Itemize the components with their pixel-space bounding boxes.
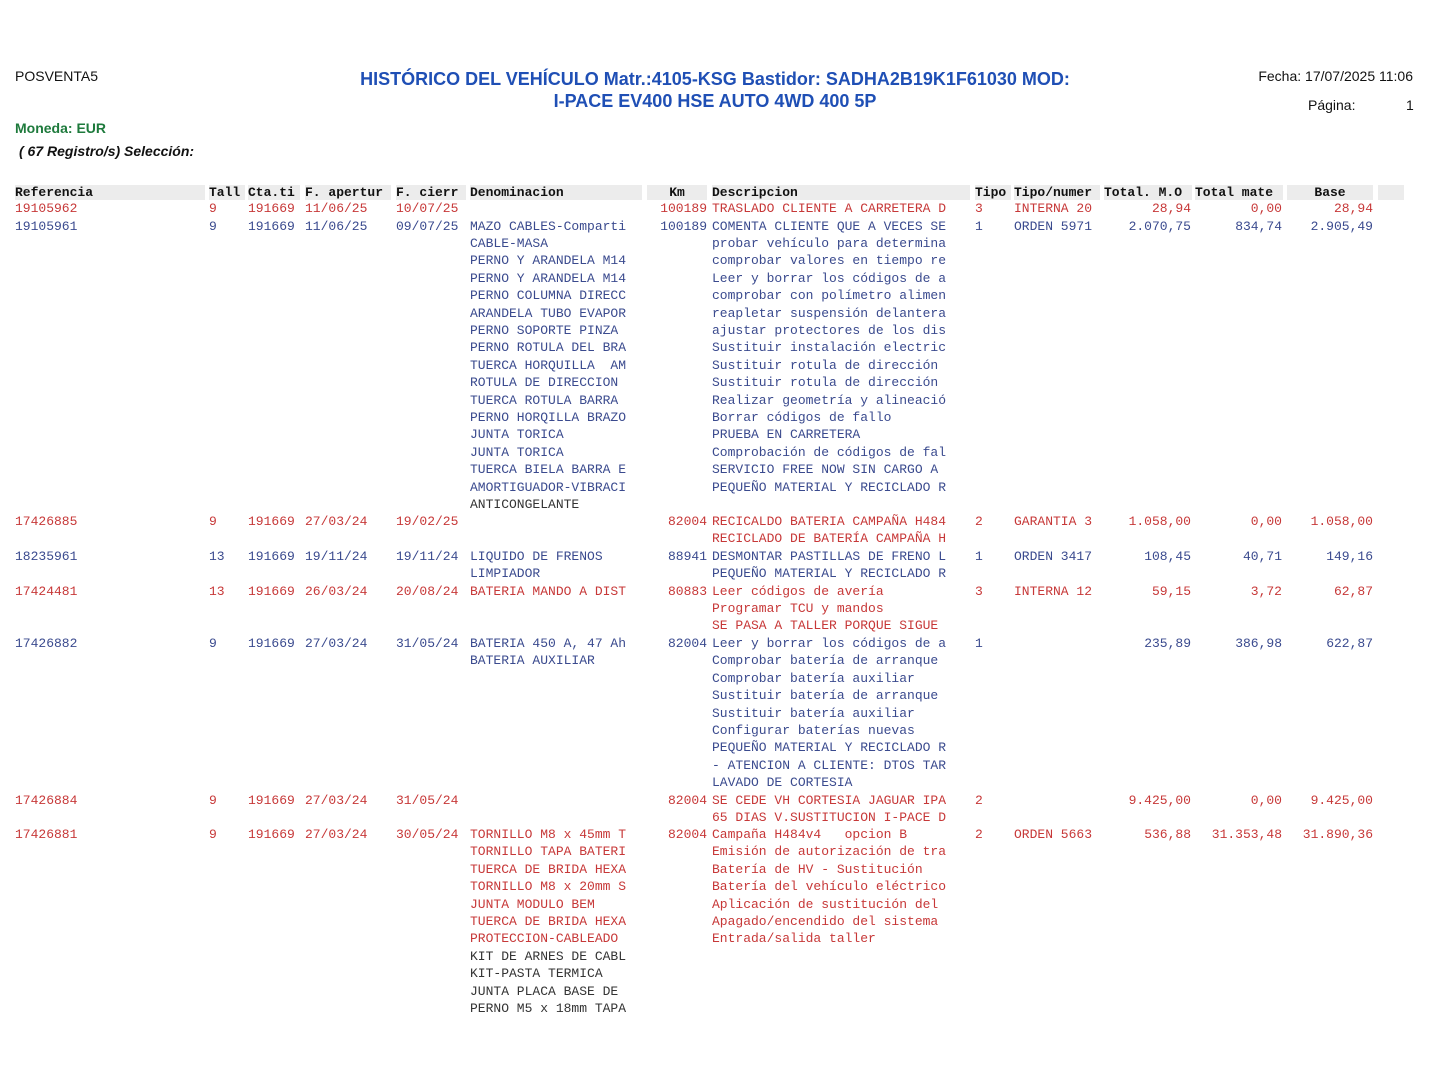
cell-denominacion-line: AMORTIGUADOR-VIBRACI: [470, 479, 627, 495]
cell-descripcion-line: LAVADO DE CORTESIA: [712, 775, 853, 791]
cell-base: 2.905,49: [1310, 218, 1373, 234]
col-denominacion: Denominacion: [470, 185, 642, 200]
col-referencia: Referencia: [15, 185, 205, 200]
cell-tipo-numero: ORDEN 5971: [1014, 218, 1093, 234]
cell-base: 28,94: [1333, 201, 1373, 216]
cell-descripcion-line: probar vehículo para determina: [712, 235, 947, 251]
cell-descripcion-line: PRUEBA EN CARRETERA: [712, 427, 861, 443]
cell-descripcion-line: Sustituir instalación electric: [712, 340, 947, 356]
cell-denominacion-line: PERNO HORQILLA BRAZO: [470, 409, 627, 425]
cell-total-mat: 0,00: [1250, 792, 1282, 808]
cell-referencia: 19105962: [15, 201, 78, 216]
cell-descripcion-line: comprobar valores en tiempo re: [712, 253, 947, 269]
cell-cta: 191669: [248, 583, 295, 599]
cell-cierre: 09/07/25: [396, 218, 459, 234]
cell-descripcion-line: Sustituir batería auxiliar: [712, 705, 915, 721]
cell-descripcion-line: Comprobar batería auxiliar: [712, 670, 915, 686]
cell-tipo: 1: [975, 549, 983, 564]
cell-descripcion-line: Comprobación de códigos de fal: [712, 444, 947, 460]
cell-cta: 191669: [248, 636, 295, 651]
cell-cierre: 10/07/25: [396, 201, 459, 216]
cell-cierre: 19/11/24: [396, 549, 459, 564]
cell-denominacion-line: ARANDELA TUBO EVAPOR: [470, 305, 627, 321]
cell-descripcion-line: Leer y borrar los códigos de a: [712, 270, 947, 286]
cell-descripcion-line: Sustituir batería de arranque: [712, 688, 939, 704]
cell-denominacion-line: JUNTA MODULO BEM: [470, 896, 595, 912]
cell-denominacion-line: TUERCA ROTULA BARRA: [470, 392, 619, 408]
report-title-line1: HISTÓRICO DEL VEHÍCULO Matr.:4105-KSG Bastidor: SADHA2B19K1F61030 MOD:: [360, 69, 1070, 89]
report-source-label: POSVENTA5: [15, 68, 98, 84]
cell-descripcion-line: reapletar suspensión delantera: [712, 305, 947, 321]
cell-total-mat: 834,74: [1235, 218, 1282, 234]
cell-km: 82004: [667, 514, 707, 529]
cell-total-mat: 3,72: [1250, 583, 1282, 599]
cell-km: 80883: [667, 583, 707, 599]
cell-total-mat: 386,98: [1235, 636, 1282, 651]
cell-denominacion-line: PERNO M5 x 18mm TAPA: [470, 1001, 627, 1016]
cell-denominacion-line: TUERCA DE BRIDA HEXA: [470, 861, 627, 877]
cell-denominacion-line: KIT DE ARNES DE CABL: [470, 948, 627, 964]
cell-cta: 191669: [248, 514, 295, 529]
cell-denominacion-line: CABLE-MASA: [470, 235, 549, 251]
report-date: Fecha: 17/07/2025 11:06: [1258, 68, 1413, 84]
cell-denominacion-line: PERNO ROTULA DEL BRA: [470, 340, 627, 356]
cell-descripcion-line: PEQUEÑO MATERIAL Y RECICLADO R: [712, 566, 947, 582]
cell-referencia: 17424481: [15, 583, 78, 599]
cell-descripcion-line: Campaña H484v4 opcion B: [712, 827, 908, 842]
cell-base: 62,87: [1333, 583, 1373, 599]
cell-cta: 191669: [248, 792, 295, 808]
cell-cta: 191669: [248, 218, 295, 234]
cell-descripcion-line: Aplicación de sustitución del: [712, 896, 939, 912]
cell-denominacion-line: JUNTA TORICA: [470, 444, 564, 460]
cell-descripcion-line: SERVICIO FREE NOW SIN CARGO A: [712, 462, 939, 478]
cell-tipo: 1: [975, 636, 983, 651]
cell-descripcion-line: TRASLADO CLIENTE A CARRETERA D: [712, 201, 947, 216]
cell-denominacion-line: TORNILLO TAPA BATERI: [470, 844, 627, 860]
cell-denominacion-line: JUNTA TORICA: [470, 427, 564, 443]
cell-denominacion-line: PROTECCION-CABLEADO: [470, 931, 619, 947]
col-base: Base: [1287, 185, 1373, 200]
cell-denominacion-line: TUERCA HORQUILLA AM: [470, 357, 627, 373]
cell-apertura: 11/06/25: [305, 201, 368, 216]
cell-descripcion-line: COMENTA CLIENTE QUE A VECES SE: [712, 218, 947, 234]
cell-total-mat: 40,71: [1242, 549, 1282, 564]
cell-tipo: 1: [975, 218, 983, 234]
cell-tipo: 3: [975, 201, 983, 216]
cell-km: 82004: [667, 792, 707, 808]
cell-base: 149,16: [1326, 549, 1373, 564]
cell-base: 31.890,36: [1302, 827, 1373, 842]
cell-total-mo: 28,94: [1151, 201, 1191, 216]
cell-descripcion-line: Configurar baterías nuevas: [712, 723, 915, 738]
cell-descripcion-line: Leer y borrar los códigos de a: [712, 636, 947, 651]
col-apertura: F. apertur: [305, 185, 391, 200]
col-tipo-numero: Tipo/numer: [1014, 185, 1100, 200]
cell-descripcion-line: RECICALDO BATERIA CAMPAÑA H484: [712, 514, 947, 529]
cell-tipo: 3: [975, 583, 983, 599]
cell-denominacion-line: TUERCA BIELA BARRA E: [470, 462, 627, 478]
cell-descripcion-line: Batería de HV - Sustitución: [712, 861, 923, 877]
cell-denominacion-line: BATERIA MANDO A DIST: [470, 583, 627, 599]
cell-denominacion-line: BATERIA AUXILIAR: [470, 653, 595, 669]
cell-total-mat: 31.353,48: [1211, 827, 1282, 842]
cell-denominacion-line: TORNILLO M8 x 20mm S: [470, 879, 627, 895]
cell-cta: 191669: [248, 549, 295, 564]
cell-apertura: 11/06/25: [305, 218, 368, 234]
cell-denominacion-line: LIMPIADOR: [470, 566, 541, 582]
cell-km: 100189: [660, 218, 707, 234]
cell-denominacion-line: PERNO SOPORTE PINZA: [470, 322, 619, 338]
col-km: Km: [647, 185, 707, 200]
cell-km: 82004: [667, 636, 707, 651]
cell-tipo-numero: ORDEN 3417: [1014, 549, 1093, 564]
cell-tipo-numero: ORDEN 5663: [1014, 827, 1093, 842]
cell-descripcion-line: comprobar con polímetro alimen: [712, 288, 947, 304]
col-descripcion: Descripcion: [712, 185, 970, 200]
cell-denominacion-line: PERNO COLUMNA DIRECC: [470, 288, 627, 304]
cell-base: 9.425,00: [1310, 792, 1373, 808]
col-extra: [1378, 185, 1404, 200]
col-tipo: Tipo: [975, 185, 1011, 200]
cell-tipo-numero: GARANTIA 3: [1014, 514, 1093, 529]
cell-descripcion-line: Comprobar batería de arranque: [712, 653, 939, 669]
page-number: 1: [1406, 97, 1414, 113]
cell-descripcion-line: Sustituir rotula de dirección: [712, 357, 939, 373]
cell-denominacion-line: LIQUIDO DE FRENOS: [470, 549, 603, 564]
cell-denominacion-line: TUERCA DE BRIDA HEXA: [470, 914, 627, 929]
cell-cierre: 19/02/25: [396, 514, 459, 529]
cell-descripcion-line: 65 DIAS V.SUSTITUCION I-PACE D: [712, 809, 947, 825]
cell-apertura: 27/03/24: [305, 514, 368, 529]
cell-apertura: 27/03/24: [305, 827, 368, 842]
cell-cta: 191669: [248, 201, 295, 216]
cell-taller: 9: [209, 827, 217, 842]
cell-base: 622,87: [1326, 636, 1373, 651]
cell-descripcion-line: SE CEDE VH CORTESIA JAGUAR IPA: [712, 792, 947, 808]
cell-cierre: 30/05/24: [396, 827, 459, 842]
cell-tipo: 2: [975, 514, 983, 529]
cell-descripcion-line: Leer códigos de avería: [712, 583, 884, 599]
cell-total-mo: 1.058,00: [1128, 514, 1191, 529]
cell-descripcion-line: Batería del vehículo eléctrico: [712, 879, 947, 895]
cell-denominacion-line: ANTICONGELANTE: [470, 496, 580, 512]
cell-apertura: 19/11/24: [305, 549, 368, 564]
cell-tipo-numero: INTERNA 20: [1014, 201, 1093, 216]
cell-km: 82004: [667, 827, 707, 842]
cell-taller: 9: [209, 218, 217, 234]
cell-taller: 13: [209, 583, 225, 599]
cell-descripcion-line: Programar TCU y mandos: [712, 600, 884, 616]
record-count: ( 67 Registro/s) Selección:: [19, 143, 195, 159]
cell-total-mo: 235,89: [1144, 636, 1191, 651]
cell-cierre: 31/05/24: [396, 636, 459, 651]
cell-referencia: 17426884: [15, 792, 78, 808]
col-cierre: F. cierr: [396, 185, 466, 200]
cell-cta: 191669: [248, 827, 295, 842]
cell-total-mat: 0,00: [1250, 514, 1282, 529]
report-title: [340, 68, 1090, 112]
cell-total-mo: 536,88: [1144, 827, 1191, 842]
cell-taller: 9: [209, 201, 217, 216]
cell-total-mo: 9.425,00: [1128, 792, 1191, 808]
currency-label: Moneda: EUR: [15, 120, 106, 136]
cell-referencia: 19105961: [15, 218, 78, 234]
cell-descripcion-line: Apagado/encendido del sistema: [712, 914, 939, 929]
cell-referencia: 17426882: [15, 636, 78, 651]
col-total-mat: Total mate: [1195, 185, 1283, 200]
cell-tipo: 2: [975, 827, 983, 842]
cell-taller: 9: [209, 792, 217, 808]
cell-base: 1.058,00: [1310, 514, 1373, 529]
cell-descripcion-line: Emisión de autorización de tra: [712, 844, 947, 860]
cell-denominacion-line: BATERIA 450 A, 47 Ah: [470, 636, 627, 651]
cell-taller: 9: [209, 636, 217, 651]
cell-apertura: 26/03/24: [305, 583, 368, 599]
cell-descripcion-line: PEQUEÑO MATERIAL Y RECICLADO R: [712, 740, 947, 756]
cell-denominacion-line: PERNO Y ARANDELA M14: [470, 253, 627, 269]
col-taller: Tall: [209, 185, 245, 200]
cell-descripcion-line: Entrada/salida taller: [712, 931, 876, 947]
cell-denominacion-line: PERNO Y ARANDELA M14: [470, 270, 627, 286]
cell-km: 88941: [667, 549, 707, 564]
cell-descripcion-line: RECICLADO DE BATERÍA CAMPAÑA H: [712, 531, 947, 547]
cell-descripcion-line: SE PASA A TALLER PORQUE SIGUE: [712, 618, 939, 634]
cell-total-mo: 2.070,75: [1128, 218, 1191, 234]
cell-descripcion-line: - ATENCION A CLIENTE: DTOS TAR: [712, 757, 947, 773]
cell-cierre: 31/05/24: [396, 792, 459, 808]
cell-apertura: 27/03/24: [305, 792, 368, 808]
cell-descripcion-line: DESMONTAR PASTILLAS DE FRENO L: [712, 549, 947, 564]
page-label: Página:: [1308, 97, 1356, 113]
cell-referencia: 17426881: [15, 827, 78, 842]
cell-total-mo: 59,15: [1151, 583, 1191, 599]
cell-descripcion-line: Realizar geometría y alineació: [712, 392, 947, 408]
cell-referencia: 17426885: [15, 514, 78, 529]
cell-denominacion-line: TORNILLO M8 x 45mm T: [470, 827, 627, 842]
cell-referencia: 18235961: [15, 549, 78, 564]
cell-taller: 9: [209, 514, 217, 529]
cell-descripcion-line: ajustar protectores de los dis: [712, 322, 947, 338]
cell-total-mat: 0,00: [1250, 201, 1282, 216]
cell-descripcion-line: Sustituir rotula de dirección: [712, 375, 939, 391]
cell-descripcion-line: Borrar códigos de fallo: [712, 409, 892, 425]
cell-denominacion-line: MAZO CABLES-Comparti: [470, 218, 627, 234]
cell-tipo: 2: [975, 792, 983, 808]
cell-denominacion-line: JUNTA PLACA BASE DE: [470, 983, 619, 999]
cell-denominacion-line: ROTULA DE DIRECCION: [470, 375, 619, 391]
col-total-mo: Total. M.O: [1104, 185, 1192, 200]
cell-taller: 13: [209, 549, 225, 564]
cell-total-mo: 108,45: [1144, 549, 1191, 564]
cell-denominacion-line: KIT-PASTA TERMICA: [470, 966, 603, 982]
col-cta: Cta.ti: [248, 185, 300, 200]
cell-tipo-numero: INTERNA 12: [1014, 583, 1093, 599]
cell-km: 100189: [660, 201, 707, 216]
cell-apertura: 27/03/24: [305, 636, 368, 651]
cell-cierre: 20/08/24: [396, 583, 459, 599]
report-title-line2: I-PACE EV400 HSE AUTO 4WD 400 5P: [553, 91, 877, 111]
cell-descripcion-line: PEQUEÑO MATERIAL Y RECICLADO R: [712, 479, 947, 495]
